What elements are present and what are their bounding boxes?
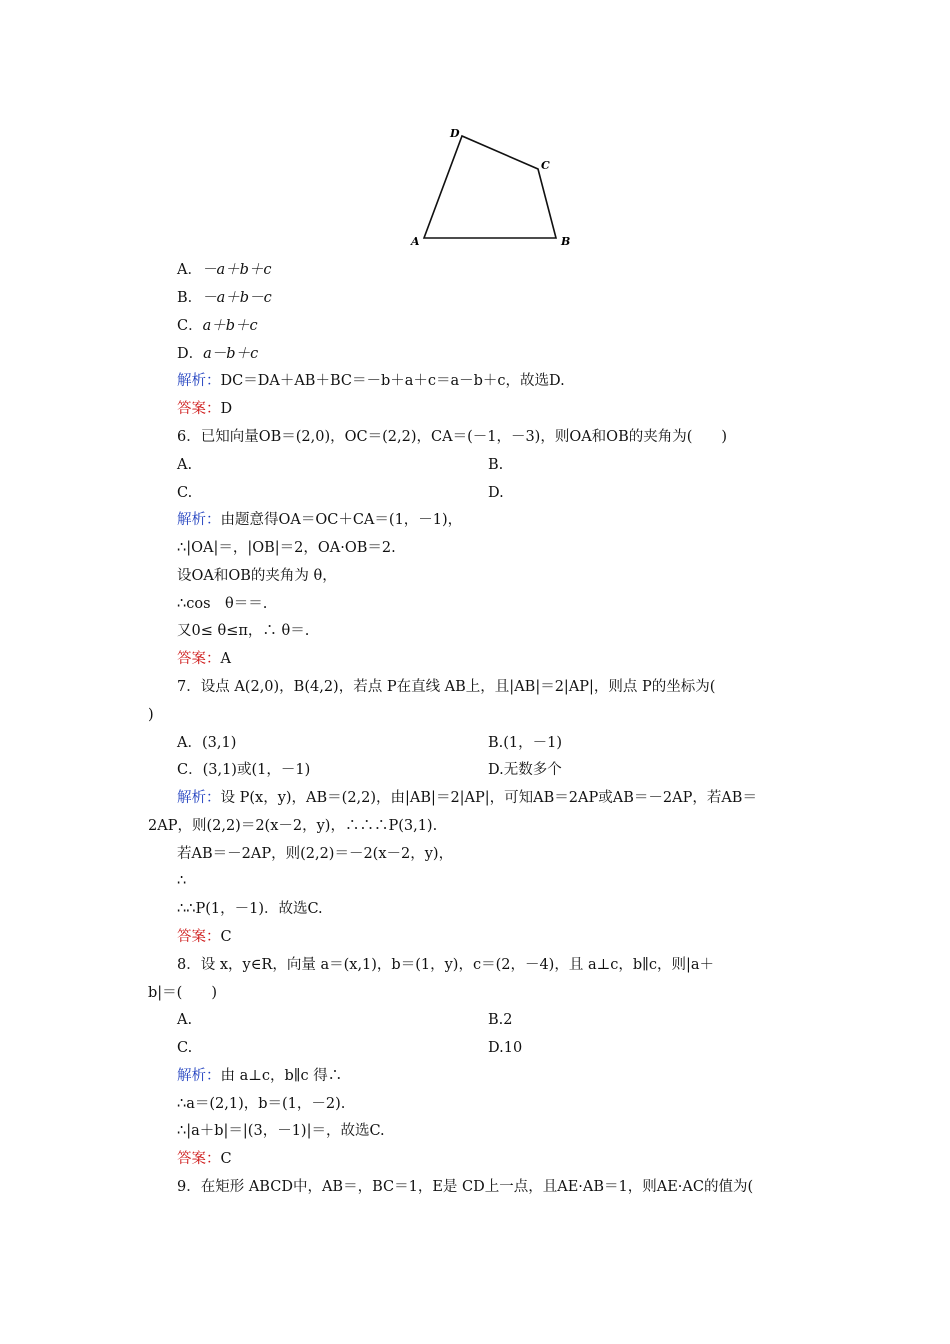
- q6-option-row-1: A. B.: [177, 457, 504, 473]
- q8-stem: 8．设 x，y∈R，向量 a＝(x,1)，b＝(1，y)，c＝(2，－4)，且 a⊥c，b∥c，则|a＋: [177, 957, 714, 973]
- quadrilateral-figure: [0, 0, 950, 260]
- q5-option-d: D．a－b＋c: [177, 346, 259, 362]
- q9-stem: 9．在矩形 ABCD中，AB＝，BC＝1，E是 CD上一点，且AE·AB＝1，则AE·AC的值为(: [177, 1179, 754, 1195]
- vertex-label-b: B: [561, 235, 571, 248]
- q6-analysis-line-4: 又0≤ θ≤π，∴ θ＝.: [177, 623, 310, 639]
- q7-option-row-1: A．(3,1) B.(1，－1): [177, 735, 563, 751]
- q8-stem-cont: b|＝( ): [148, 985, 217, 1001]
- q8-analysis-line-1: ∴a＝(2,1)，b＝(1，－2).: [177, 1096, 346, 1112]
- q7-analysis-line-1: 若AB＝－2AP，则(2,2)＝－2(x－2，y)，: [177, 846, 454, 862]
- q6-stem: 6．已知向量OB＝(2,0)，OC＝(2,2)，CA＝(－1，－3)，则OA和OB的夹角为( ): [177, 429, 728, 445]
- quadrilateral-abcd: [424, 136, 556, 238]
- analysis-label: 解析：: [177, 1068, 221, 1084]
- q5-option-a: A．－a＋b＋c: [177, 262, 272, 278]
- q7-option-row-2: C．(3,1)或(1，－1) D.无数多个: [177, 762, 562, 778]
- analysis-label: 解析：: [177, 373, 221, 389]
- q6-analysis-line-3: ∴cos θ＝＝.: [177, 596, 268, 612]
- q7-answer: 答案：C: [177, 929, 232, 945]
- analysis-label: 解析：: [177, 512, 221, 528]
- vertex-label-d: D: [450, 127, 460, 140]
- answer-label: 答案：: [177, 401, 221, 417]
- q5-option-b: B．－a＋b－c: [177, 290, 272, 306]
- q5-answer: 答案：D: [177, 401, 233, 417]
- q8-option-row-1: A. B.2: [177, 1012, 513, 1028]
- q7-stem-cont: ): [148, 707, 154, 723]
- q7-analysis-line-3: ∴∴P(1，－1)．故选C.: [177, 901, 323, 917]
- vertex-label-a: A: [411, 235, 420, 248]
- q6-analysis-line-2: 设OA和OB的夹角为 θ，: [177, 568, 337, 584]
- q6-analysis-line-1: ∴|OA|＝，|OB|＝2，OA·OB＝2.: [177, 540, 396, 556]
- q8-option-row-2: C. D.10: [177, 1040, 523, 1056]
- q7-analysis: 解析：设 P(x，y)，AB＝(2,2)，由|AB|＝2|AP|，可知AB＝2AP或AB＝－2AP，若AB＝: [177, 790, 757, 806]
- answer-label: 答案：: [177, 1151, 221, 1167]
- analysis-label: 解析：: [177, 790, 221, 806]
- q5-option-c: C．a＋b＋c: [177, 318, 258, 334]
- q5-analysis: 解析：DC＝DA＋AB＋BC＝－b＋a＋c＝a－b＋c，故选D.: [177, 373, 565, 389]
- q7-analysis-line-2: ∴: [177, 873, 187, 889]
- answer-label: 答案：: [177, 929, 221, 945]
- vertex-label-c: C: [541, 159, 550, 172]
- q7-stem: 7．设点 A(2,0)，B(4,2)，若点 P在直线 AB上，且|AB|＝2|AP|，则点 P的坐标为(: [177, 679, 716, 695]
- q8-analysis: 解析：由 a⊥c，b∥c 得∴: [177, 1068, 343, 1084]
- answer-label: 答案：: [177, 651, 221, 667]
- q8-answer: 答案：C: [177, 1151, 232, 1167]
- q6-option-row-2: C. D.: [177, 485, 504, 501]
- q6-analysis: 解析：由题意得OA＝OC＋CA＝(1，－1)，: [177, 512, 463, 528]
- q8-analysis-line-2: ∴|a＋b|＝|(3，－1)|＝，故选C.: [177, 1123, 385, 1139]
- q6-answer: 答案：A: [177, 651, 231, 667]
- q7-analysis-cont: 2AP，则(2,2)＝2(x－2，y)，∴∴∴P(3,1).: [148, 818, 438, 834]
